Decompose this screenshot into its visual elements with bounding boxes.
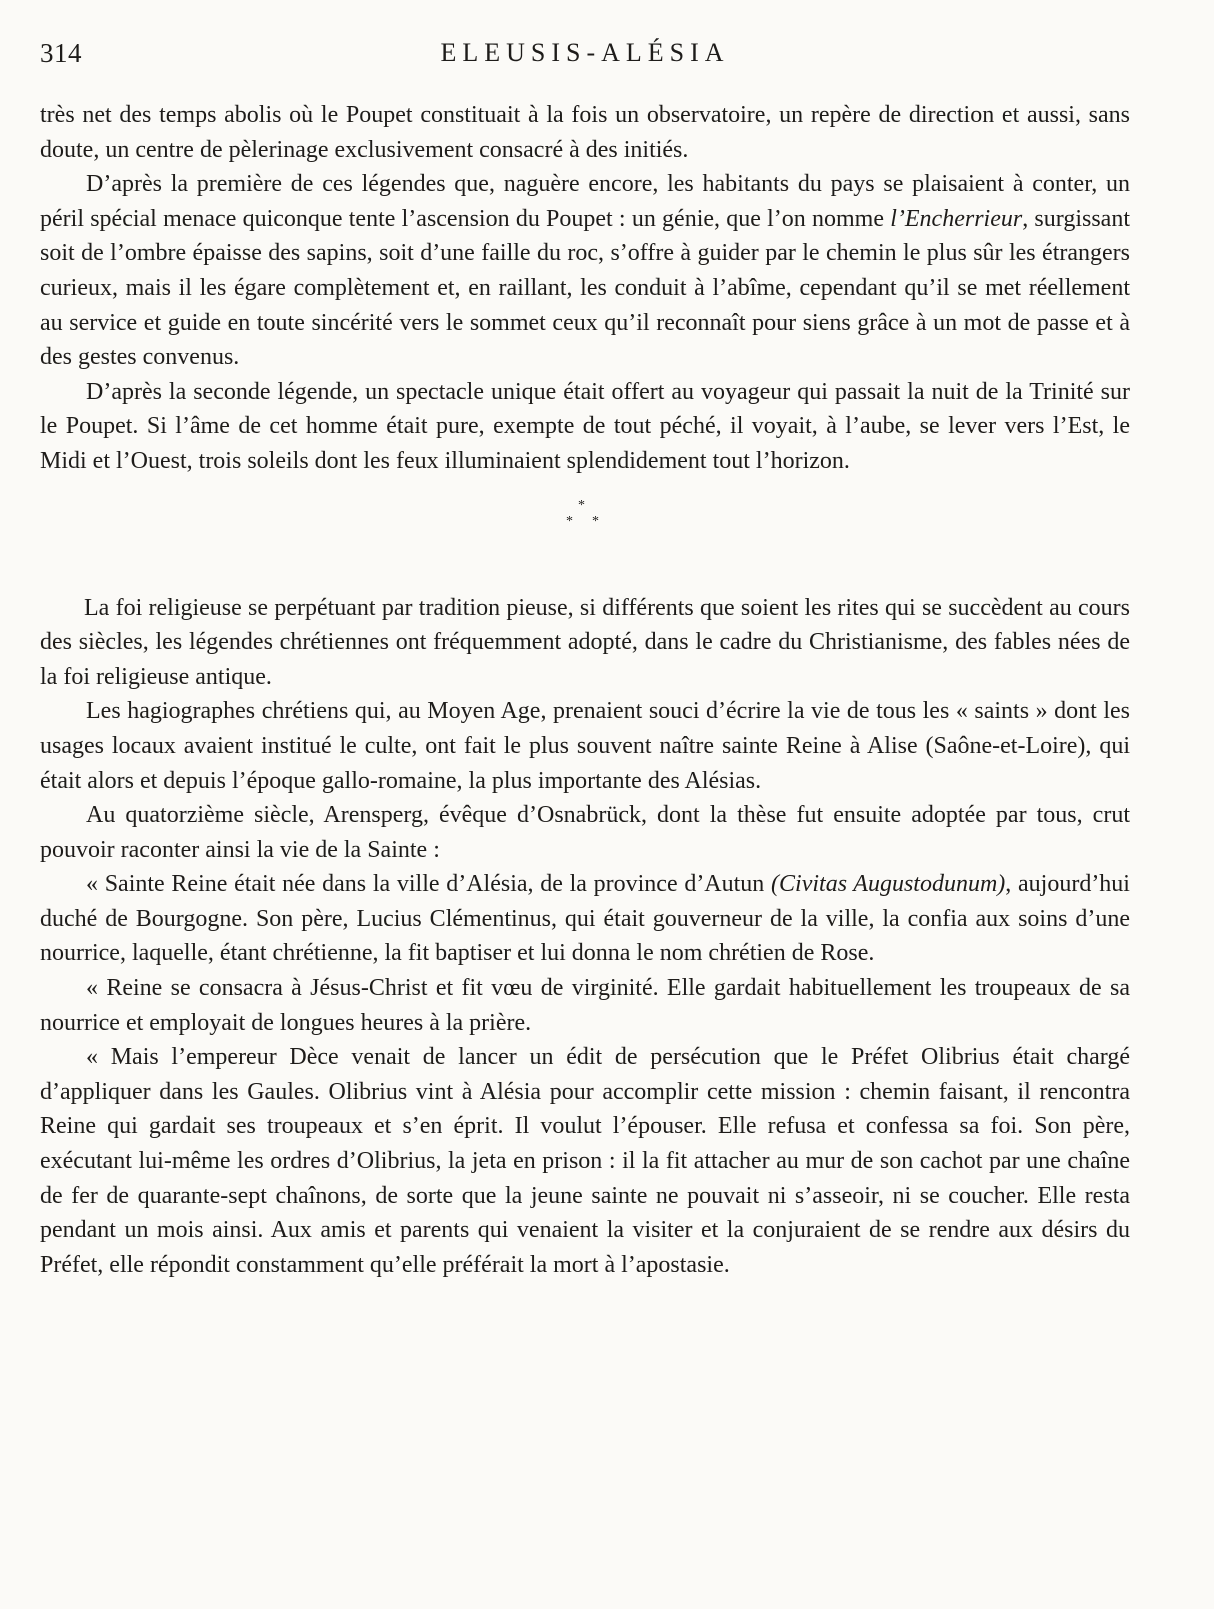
paragraph-text: , aujourd’hui duché de Bourgogne. Son père, Lucius Clémentinus, qui était gouverneur de la ville, la confia aux soins d’une nourrice, laquelle, étant chrétienne, la fit baptiser et lui donna le nom chrétien de Rose. <box>40 871 1130 967</box>
paragraph-religious-faith: La foi religieuse se perpétuant par tradition pieuse, si différents que soient les rites qui se succèdent au cours des siècles, les légendes chrétiennes ont fréquemment adopté, dans le cadre du Christianisme, des fables nées de la foi religieuse antique. <box>40 594 1130 690</box>
paragraph-hagiographers: Les hagiographes chrétiens qui, au Moyen Age, prenaient souci d’écrire la vie de tous les « saints » dont les usages locaux avaient institué le culte, ont fait le plus souvent naître sainte Reine à Alise (Saône-et-Loire), qui était alors et depuis l’époque gallo-romaine, la plus importante des Alésias. <box>40 698 1130 794</box>
paragraph-text: « Sainte Reine était née dans la ville d’Alésia, de la province d’Autun <box>86 871 772 898</box>
paragraph-text: , surgissant soit de l’ombre épaisse des sapins, soit d’une faille du roc, s’offre à guider par le chemin le plus sûr les étrangers curieux, mais il les égare complètement et, en raillant, les conduit à l’abîme, cependant qu’il se met réellement au service et guide en toute sincérité vers le sommet ceux qu’il reconnaît pour siens grâce à un mot de passe et à des gestes convenus. <box>40 205 1130 371</box>
asterism-star: * <box>592 513 599 529</box>
body-text <box>40 98 1130 1282</box>
paragraph-text: D’après la première de ces légendes que, naguère encore, les habitants du pays se plaisaient à conter, un péril spécial menace quiconque tente l’ascension du Poupet : un génie, que l’on nomme <box>40 171 1130 232</box>
running-title: ELEUSIS-ALÉSIA <box>440 38 730 67</box>
paragraph-arensperg: Au quatorzième siècle, Arensperg, évêque d’Osnabrück, dont la thèse fut ensuite adoptée par tous, crut pouvoir raconter ainsi la vie de la Sainte : <box>40 802 1130 863</box>
asterism-star: * <box>578 497 585 513</box>
paragraph-first-legend <box>40 167 1130 375</box>
paragraph-quote-virginity: « Reine se consacra à Jésus-Christ et fit vœu de virginité. Elle gardait habituellement les troupeaux de sa nourrice et employait de longues heures à la prière. <box>40 975 1130 1036</box>
page-header <box>40 38 1130 78</box>
paragraph-quote-birth <box>40 867 1130 971</box>
page-number: 314 <box>40 38 82 68</box>
italic-latin: (Civitas Augustodunum) <box>771 871 1006 898</box>
paragraph-quote-persecution: « Mais l’empereur Dèce venait de lancer un édit de persécution que le Préfet Olibrius était chargé d’appliquer dans les Gaules. Olibrius vint à Alésia pour accomplir cette mission : chemin faisant, il rencontra Reine qui gardait ses troupeaux et s’en éprit. Il voulut l’épouser. Elle refusa et confessa sa foi. Son père, exécutant lui-même les ordres d’Olibrius, la jeta en prison : il la fit attacher au mur de son cachot par une chaîne de fer de quarante-sept chaînons, de sorte que la jeune sainte ne pouvait ni s’asseoir, ni se coucher. Elle resta pendant un mois ainsi. Aux amis et parents qui venaient la visiter et la conjuraient de se rendre aux désirs du Préfet, elle répondit constamment qu’elle préférait la mort à l’apostasie. <box>40 1044 1130 1278</box>
paragraph-continuation: très net des temps abolis où le Poupet constituait à la fois un observatoire, un repère de direction et aussi, sans doute, un centre de pèlerinage exclusivement consacré à des initiés. <box>40 102 1130 163</box>
paragraph-second-legend: D’après la seconde légende, un spectacle unique était offert au voyageur qui passait la nuit de la Trinité sur le Poupet. Si l’âme de cet homme était pure, exempte de tout péché, il voyait, à l’aube, se lever vers l’Est, le Midi et l’Ouest, trois soleils dont les feux illuminaient splendidement tout l’horizon. <box>40 378 1130 474</box>
section-separator <box>40 479 1130 591</box>
asterism-star: * <box>566 513 573 529</box>
italic-name: l’Encherrieur <box>890 205 1023 232</box>
